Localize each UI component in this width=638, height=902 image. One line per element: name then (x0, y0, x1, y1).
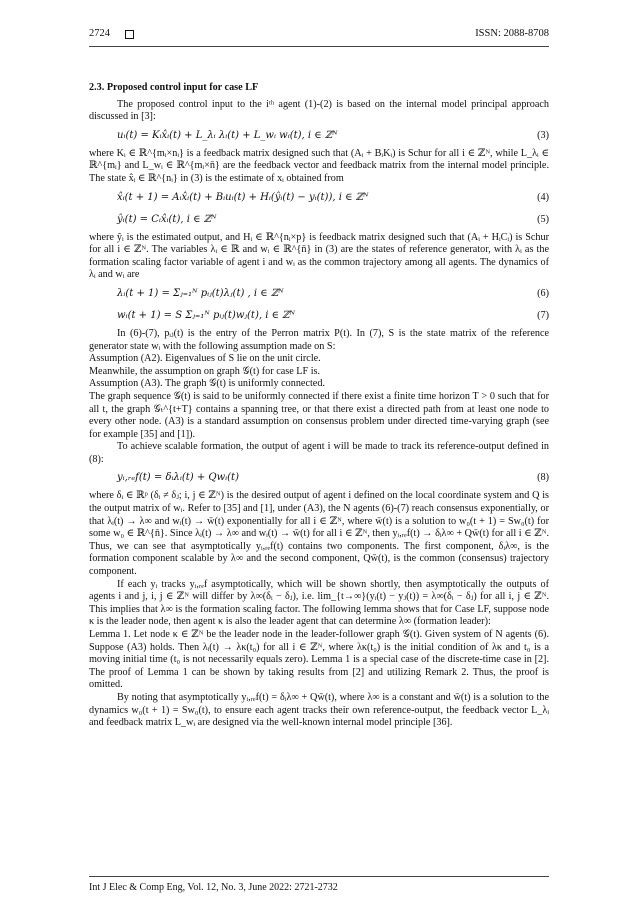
equation-5-number: (5) (537, 213, 549, 225)
equation-6-number: (6) (537, 287, 549, 299)
footer-rule (89, 876, 549, 877)
meanwhile-text: Meanwhile, the assumption on graph 𝒢(t) for case LF is. (89, 365, 321, 377)
paragraph-1: The proposed control input to the iᵗʰ agent (1)-(2) is based on the internal model principal approach discussed in [3]: (89, 98, 549, 123)
paragraph-5: The graph sequence 𝒢(t) is said to be uniformly connected if there exist a finite time horizon T > 0 such that for all t, the graph 𝒢ₜ^{t+T} contains a spanning tree, or that there exist a directed path from at least one node to every other node. (A3) is a standard assumption on consensus problem under directed time-varying graph (see for example [35] and [1]). (89, 390, 549, 440)
page-number: 2724 (89, 28, 110, 39)
equation-4 (89, 188, 549, 208)
equation-8 (89, 468, 549, 488)
equation-3 (89, 126, 549, 146)
equation-4-number: (4) (537, 191, 549, 203)
equation-7-number: (7) (537, 309, 549, 321)
equation-5 (89, 210, 549, 230)
header-rule (89, 46, 549, 47)
equation-4-formula: x̂ᵢ(t + 1) = Aᵢx̂ᵢ(t) + Bᵢuᵢ(t) + Hᵢ(ŷᵢ(t) − yᵢ(t)), i ∈ ℤᴺ (117, 191, 369, 203)
assumption-a2: Assumption (A2). Eigenvalues of S lie on the unit circle. (89, 353, 321, 365)
equation-8-formula: yᵢ,ᵣₑf(t) = δᵢλᵢ(t) + Qwᵢ(t) (117, 472, 239, 484)
square-icon (125, 30, 134, 39)
issn: ISSN: 2088-8708 (475, 28, 549, 39)
equation-6 (89, 284, 549, 304)
lemma-1: Lemma 1. Let node κ ∈ ℤᴺ be the leader node in the leader-follower graph 𝒢(t). Given system of N agents (6). Suppose (A3) holds. Then λᵢ(t) → λκ(t₀) for all i ∈ ℤᴺ, where λκ(t₀) is the initial condition of λκ and t₀ is a moving initial time (t₀ is not necessarily equals zero). Lemma 1 is a special case of the discrete-time case in [2]. The proof of Lemma 1 can be shown by taking results from [2] and utilizing Remark 2. Thus, the proof is omitted. (89, 629, 549, 691)
running-header (89, 28, 549, 44)
equation-3-number: (3) (537, 129, 549, 141)
equation-7-formula: wᵢ(t + 1) = S Σⱼ₌₁ᴺ pᵢⱼ(t)wⱼ(t), i ∈ ℤᴺ (117, 309, 295, 321)
paragraph-8: If each yᵢ tracks yᵢ,ᵣₑf asymptotically, which will be shown shortly, then asymptotically the outputs of agents i and j, i, j ∈ ℤᴺ will differ by λ∞(δᵢ − δⱼ), i.e. lim_{t→∞}(yᵢ(t) − yⱼ(t)) = λ∞(δᵢ − δⱼ) for all i, j ∈ ℤᴺ. This implies that λ∞ is the formation scaling factor. The following lemma shows that for Case LF, suppose node κ is the leader node, then agent κ is also the leader agent that can determine λ∞ (formation leader): (89, 578, 549, 628)
equation-5-formula: ŷᵢ(t) = Cᵢx̂ᵢ(t), i ∈ ℤᴺ (117, 213, 217, 225)
paragraph-3: where ŷᵢ is the estimated output, and Hᵢ ∈ ℝ^{nᵢ×p} is feedback matrix designed such that (Aᵢ + HᵢCᵢ) is Schur for all i ∈ ℤᴺ. The variables λᵢ ∈ ℝ and wᵢ ∈ ℝ^{n̄} in (3) are the states of reference generator, with λᵢ as the formation scaling factor variable of agent i and wᵢ as the common trajectory among all agents. The dynamics of λᵢ and wᵢ are (89, 231, 549, 281)
body-text (89, 82, 549, 730)
paragraph-4: In (6)-(7), pᵢⱼ(t) is the entry of the Perron matrix P(t). In (7), S is the state matrix of the reference generator state wᵢ with the following assumption made on S: (89, 327, 549, 352)
running-footer: Int J Elec & Comp Eng, Vol. 12, No. 3, June 2022: 2721-2732 (89, 882, 338, 893)
paragraph-6: To achieve scalable formation, the output of agent i will be made to track its reference-output defined in (8): (89, 441, 549, 465)
paragraph-9: By noting that asymptotically yᵢ,ᵣₑf(t) = δᵢλ∞ + Qw̄(t), where λ∞ is a constant and w̄(t) is a solution to the dynamics w₀(t + 1) = Sw₀(t), to ensure each agent tracks their own reference-output, the feedback vector L_λᵢ and feedback matrix L_wᵢ are designed via the well-known internal model principle [36]. (89, 691, 549, 729)
equation-6-formula: λᵢ(t + 1) = Σⱼ₌₁ᴺ pᵢⱼ(t)λⱼ(t) , i ∈ ℤᴺ (117, 287, 284, 299)
equation-7 (89, 306, 549, 326)
section-title: 2.3. Proposed control input for case LF (89, 82, 259, 93)
assumption-a3: Assumption (A3). The graph 𝒢(t) is uniformly connected. (89, 378, 325, 390)
equation-8-number: (8) (537, 472, 549, 484)
equation-3-formula: uᵢ(t) = Kᵢx̂ᵢ(t) + L_λᵢ λᵢ(t) + L_wᵢ wᵢ(t), i ∈ ℤᴺ (117, 129, 338, 141)
paragraph-2: where Kᵢ ∈ ℝ^{mᵢ×nᵢ} is a feedback matrix designed such that (Aᵢ + BᵢKᵢ) is Schur for all i ∈ ℤᴺ, while L_λᵢ ∈ ℝ^{mᵢ} and L_wᵢ ∈ ℝ^{mᵢ×n̄} are the feedback vector and feedback matrix from the internal model principle. The state x̂ᵢ ∈ ℝ^{nᵢ} in (3) is the estimate of xᵢ obtained from (89, 147, 549, 184)
paragraph-7: where δᵢ ∈ ℝᵖ (δᵢ ≠ δⱼ; i, j ∈ ℤᴺ) is the desired output of agent i defined on the local coordinate system and Q is the output matrix of wᵢ. Refer to [35] and [1], under (A3), the N agents (6)-(7) reach consensus exponentially, or that λᵢ(t) → λ∞ and wᵢ(t) → w̄(t) exponentially for all i ∈ ℤᴺ, where w̄(t) is a solution to w₀(t + 1) = Sw₀(t) for some w₀ ∈ ℝ^{n̄}. Since λᵢ(t) → λ∞ and wᵢ(t) → w̄(t) for all i ∈ ℤᴺ, then yᵢ,ᵣₑf(t) → δᵢλ∞ + Qw̄(t) for all i ∈ ℤᴺ. Thus, we can see that asymptotically yᵢ,ᵣₑf(t) contains two components. The first component, δᵢλ∞, is the formation component scalable by λ∞ and the second component, Qw̄(t), is the common (consensus) trajectory component. (89, 490, 549, 578)
